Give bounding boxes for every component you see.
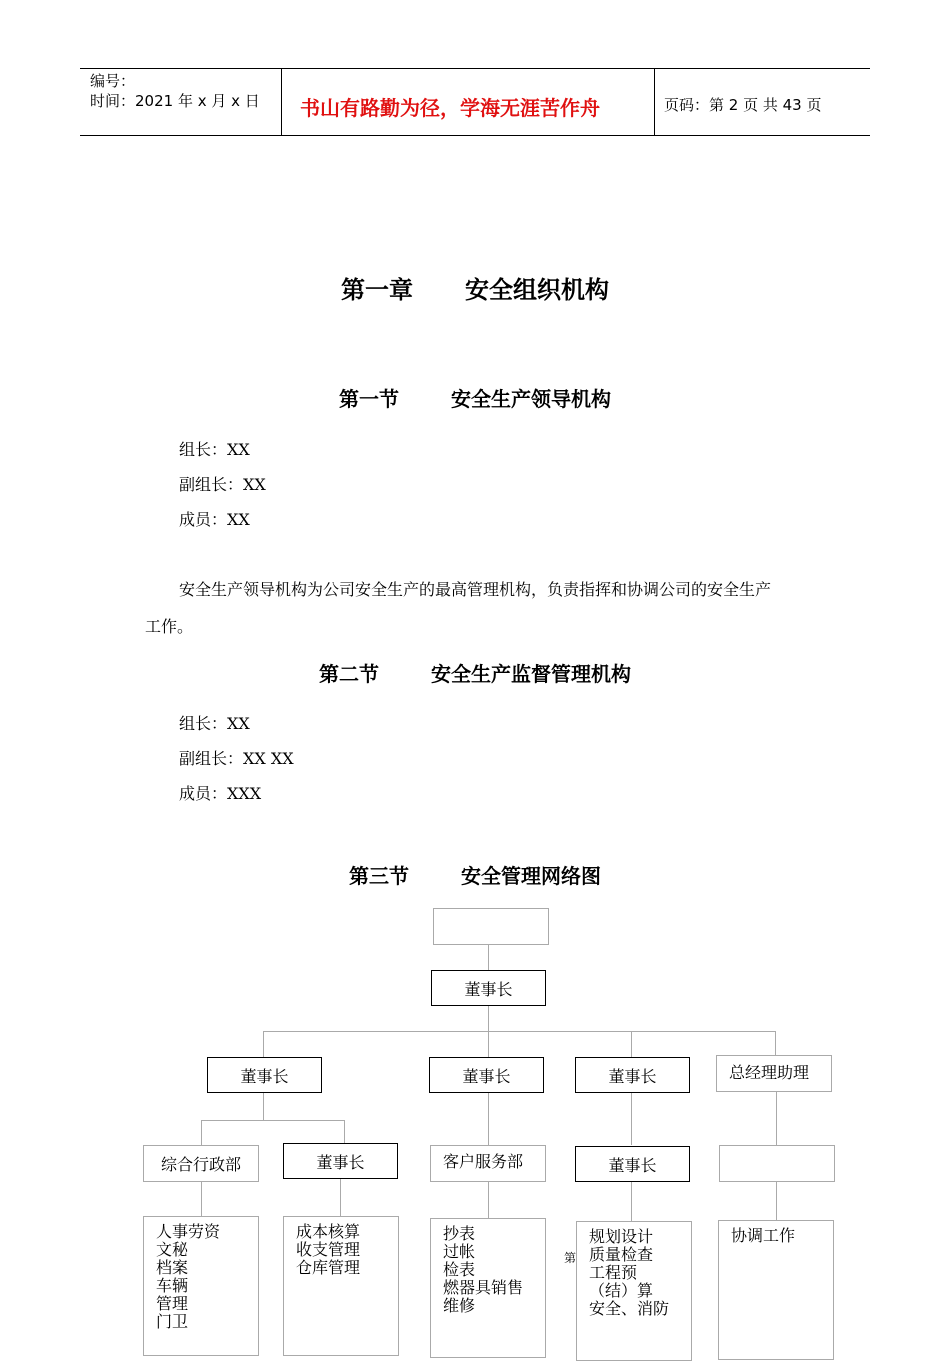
duty-item: 人事劳资 (156, 1222, 221, 1241)
org-level4-engineering-duties (576, 1221, 692, 1361)
org-level3-box: 董事长 (283, 1143, 398, 1179)
duty-item: 维修 (443, 1296, 476, 1315)
duty-item: 工程预 (589, 1263, 638, 1282)
section2-number: 第二节 (319, 662, 379, 686)
org-level4-admin-duties (143, 1216, 259, 1356)
connector-line (201, 1120, 202, 1145)
duty-item: 文秘 (156, 1240, 189, 1259)
section2-members: 成员：XXX (179, 784, 262, 803)
org-level2-assistant: 总经理助理 (716, 1055, 832, 1092)
connector-line (776, 1092, 777, 1145)
header-time-label: 时间：2021 年 x 月 x 日 (90, 92, 260, 110)
org-root-chairman: 董事长 (431, 970, 546, 1006)
connector-line (263, 1093, 264, 1120)
duty-item: 管理 (156, 1294, 189, 1313)
section1-leader: 组长：XX (179, 440, 250, 459)
section1-heading (0, 383, 950, 412)
duty-item: 成本核算 (296, 1222, 361, 1241)
section1-members: 成员：XX (179, 510, 250, 529)
chapter-number: 第一章 (341, 276, 413, 304)
section1-number: 第一节 (339, 387, 399, 411)
duty-item: 协调工作 (731, 1226, 796, 1245)
org-level2-box: 董事长 (575, 1057, 690, 1093)
org-level4-finance-duties (283, 1216, 399, 1356)
connector-line (340, 1179, 341, 1216)
org-level4-coordination-duties (718, 1220, 834, 1360)
section1-paragraph-line1: 安全生产领导机构为公司安全生产的最高管理机构，负责指挥和协调公司的安全生产 (179, 580, 772, 599)
duty-item: 仓库管理 (296, 1258, 361, 1277)
org-level4-service-duties (430, 1218, 546, 1358)
duty-item: 质量检查 (589, 1245, 654, 1264)
org-top-box (433, 908, 549, 945)
section3-heading (0, 860, 950, 889)
section2-leader: 组长：XX (179, 714, 250, 733)
connector-line (776, 1182, 777, 1220)
connector-line (488, 1182, 489, 1218)
section2-title: 安全生产监督管理机构 (431, 662, 631, 686)
duty-item: 收支管理 (296, 1240, 361, 1259)
section3-title: 安全管理网络图 (461, 864, 601, 888)
duty-item: 检表 (443, 1260, 476, 1279)
duty-item: 过帐 (443, 1242, 476, 1261)
chapter-title: 安全组织机构 (465, 276, 609, 304)
connector-line (488, 945, 489, 970)
connector-line (344, 1120, 345, 1143)
section1-paragraph-line2: 工作。 (145, 617, 194, 636)
header-motto: 书山有路勤为径，学海无涯苦作舟 (300, 96, 600, 120)
connector-line (631, 1093, 632, 1145)
header-divider (654, 68, 655, 135)
connector-line (631, 1182, 632, 1221)
org-level3-box: 董事长 (575, 1146, 690, 1182)
duty-item: 车辆 (156, 1276, 189, 1295)
section2-heading (0, 658, 950, 687)
stray-fragment-text: 第 (564, 1251, 577, 1265)
header-top-rule (80, 68, 870, 69)
org-level3-customer-service: 客户服务部 (430, 1145, 546, 1182)
org-level3-admin: 综合行政部 (143, 1145, 259, 1182)
duty-item: 规划设计 (589, 1227, 654, 1246)
duty-item: 安全、消防 (589, 1299, 670, 1318)
section3-number: 第三节 (349, 864, 409, 888)
org-level2-box: 董事长 (207, 1057, 322, 1093)
section1-deputy: 副组长：XX (179, 475, 266, 494)
chapter-heading (0, 270, 950, 305)
connector-line (263, 1031, 264, 1057)
org-level3-empty (719, 1145, 835, 1182)
duty-item: 档案 (156, 1258, 189, 1277)
connector-line (775, 1031, 776, 1057)
header-page-info: 页码：第 2 页 共 43 页 (664, 96, 822, 114)
connector-line (201, 1120, 344, 1121)
org-level2-box: 董事长 (429, 1057, 544, 1093)
header-divider (281, 68, 282, 135)
duty-item: （结）算 (589, 1281, 654, 1300)
connector-line (263, 1031, 775, 1032)
header-bottom-rule (80, 135, 870, 136)
connector-line (631, 1031, 632, 1057)
duty-item: 燃器具销售 (443, 1278, 524, 1297)
section2-deputy: 副组长：XX XX (179, 749, 294, 768)
connector-line (488, 1093, 489, 1145)
connector-line (201, 1182, 202, 1216)
duty-item: 抄表 (443, 1224, 476, 1243)
duty-item: 门卫 (156, 1312, 189, 1331)
section1-title: 安全生产领导机构 (451, 387, 611, 411)
header-number-label: 编号： (90, 72, 136, 90)
